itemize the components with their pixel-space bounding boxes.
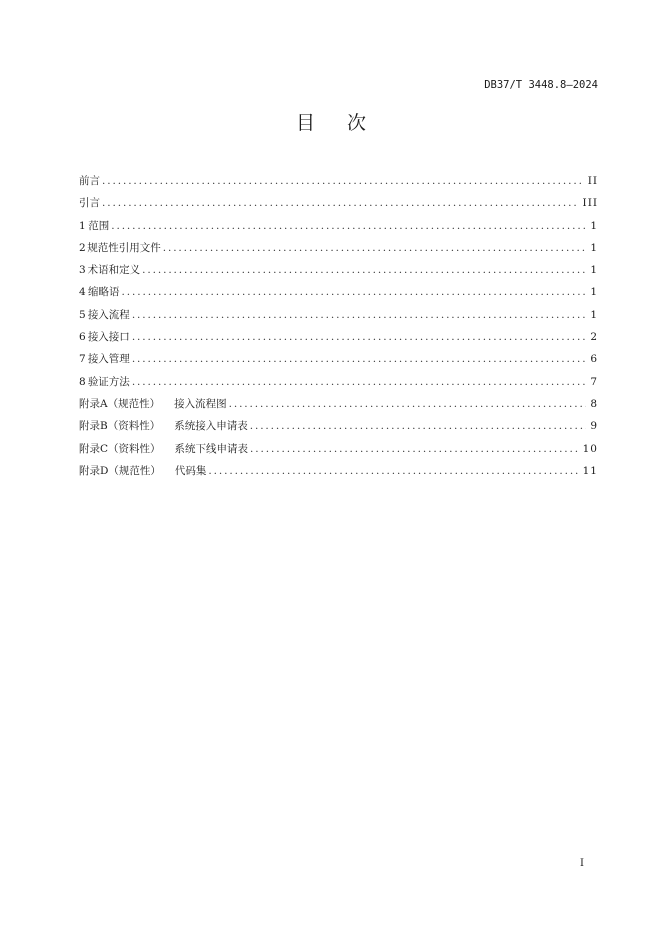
toc-entry-leader-dots	[229, 393, 586, 415]
toc-entry-number: 2	[79, 241, 86, 254]
toc-entry[interactable]	[79, 304, 598, 326]
toc-entry-label: 验证方法	[87, 375, 130, 388]
toc-entry-page: 8	[590, 397, 598, 410]
toc-entry-appendix-prefix: 附录D（规范性）	[79, 464, 161, 477]
toc-entry[interactable]	[79, 415, 598, 437]
toc-entry-label: 系统下线申请表	[174, 442, 249, 455]
toc-entry-page: 7	[590, 375, 598, 388]
toc-entry-appendix-prefix: 附录C（资料性）	[79, 442, 161, 455]
toc-entry-label: 缩略语	[88, 286, 120, 299]
table-of-contents	[79, 170, 598, 482]
toc-entry-leader-dots	[102, 192, 579, 214]
toc-entry-label: 术语和定义	[87, 264, 141, 277]
toc-entry-page: 10	[582, 442, 598, 455]
toc-entry-leader-dots	[132, 348, 586, 370]
toc-entry-page: 2	[590, 331, 598, 344]
toc-entry-leader-dots	[142, 259, 586, 281]
toc-entry-label: 前言	[79, 175, 100, 187]
toc-entry-label: 接入流程	[87, 308, 130, 321]
doc-code: DB37/T 3448.8—2024	[484, 79, 598, 91]
toc-entry[interactable]	[79, 393, 598, 415]
toc-entry-label: 系统接入申请表	[174, 420, 248, 433]
toc-entry-label: 范围	[88, 219, 110, 232]
toc-entry-label: 接入接口	[87, 331, 130, 344]
toc-entry-number: 5	[79, 308, 86, 321]
toc-entry-number: 6	[79, 331, 86, 344]
toc-entry[interactable]	[79, 192, 598, 214]
toc-entry-leader-dots	[132, 371, 586, 393]
toc-entry[interactable]	[79, 170, 598, 192]
toc-entry[interactable]	[79, 237, 598, 259]
toc-entry-page: 1	[590, 264, 598, 277]
toc-entry-label: 引言	[79, 197, 100, 210]
toc-entry-label: 接入流程图	[174, 397, 227, 410]
toc-entry[interactable]	[79, 215, 598, 237]
toc-entry-leader-dots	[102, 170, 584, 192]
toc-entry[interactable]	[79, 460, 598, 482]
toc-entry-page: 1	[590, 286, 598, 299]
toc-entry-leader-dots	[250, 438, 579, 460]
toc-entry-page: 1	[590, 241, 598, 254]
toc-entry-page: 11	[582, 464, 598, 477]
toc-entry-leader-dots	[208, 460, 578, 482]
toc-entry[interactable]	[79, 438, 598, 460]
toc-entry[interactable]	[79, 348, 598, 370]
toc-entry-number: 4	[79, 286, 86, 299]
toc-entry-page: 9	[590, 420, 598, 433]
toc-entry-number: 3	[79, 264, 86, 277]
toc-entry-leader-dots	[122, 281, 586, 303]
toc-entry-leader-dots	[250, 415, 586, 437]
toc-entry-label: 代码集	[174, 464, 207, 477]
toc-entry-leader-dots	[163, 237, 586, 259]
toc-entry[interactable]	[79, 281, 598, 303]
page-title: 目次	[295, 112, 398, 134]
toc-entry-appendix-prefix: 附录A（规范性）	[79, 397, 161, 410]
toc-entry[interactable]	[79, 371, 598, 393]
toc-entry-page: 6	[590, 353, 598, 366]
toc-entry-number: 1	[79, 219, 86, 232]
toc-entry-label: 规范性引用文件	[87, 241, 161, 254]
toc-entry-number: 7	[79, 353, 86, 366]
toc-entry-page: 1	[590, 308, 598, 321]
toc-entry-page: 1	[590, 219, 598, 232]
toc-entry-leader-dots	[111, 215, 586, 237]
toc-entry-number: 8	[79, 375, 86, 388]
toc-entry-appendix-prefix: 附录B（资料性）	[79, 420, 161, 433]
toc-entry-page: II	[587, 175, 598, 187]
toc-entry[interactable]	[79, 259, 598, 281]
toc-entry-page: III	[582, 197, 598, 210]
toc-entry-leader-dots	[132, 326, 586, 348]
toc-entry-leader-dots	[132, 304, 586, 326]
toc-entry-label: 接入管理	[87, 353, 130, 366]
toc-entry[interactable]	[79, 326, 598, 348]
footer-page-number: I	[580, 858, 584, 869]
